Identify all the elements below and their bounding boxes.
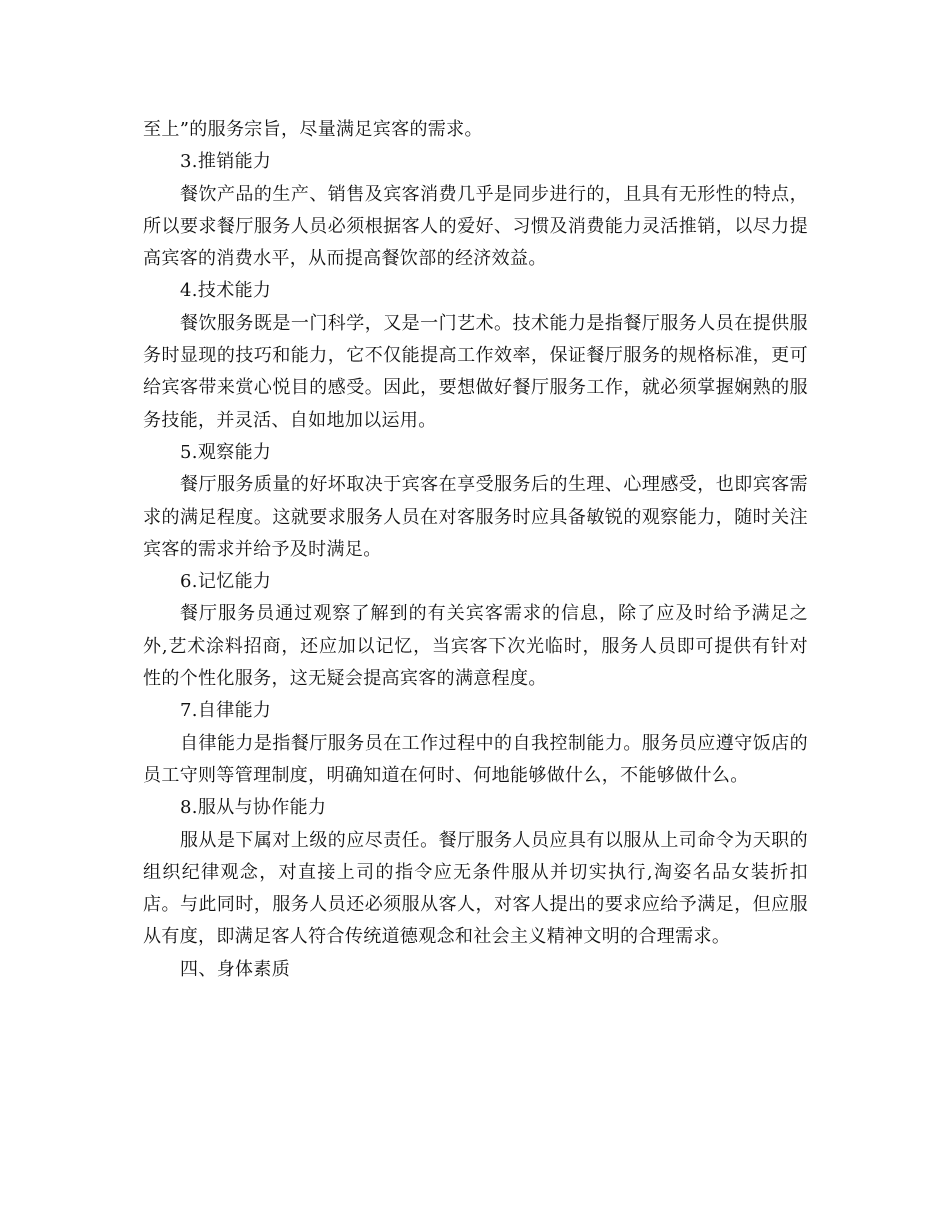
document-body bbox=[143, 114, 808, 986]
paragraph-observation-ability: 餐厅服务质量的好坏取决于宾客在享受服务后的生理、心理感受，也即宾客需求的满足程度。这就要求服务人员在对客服务时应具备敏锐的观察能力，随时关注宾客的需求并给予及时满足。 bbox=[143, 474, 808, 560]
paragraph-technical-ability: 餐饮服务既是一门科学，又是一门艺术。技术能力是指餐厅服务人员在提供服务时显现的技巧和能力，它不仅能提高工作效率，保证餐厅服务的规格标准，更可给宾客带来赏心悦目的感受。因此，要想做好餐厅服务工作，就必须掌握娴熟的服务技能，并灵活、自如地加以运用。 bbox=[143, 312, 808, 431]
paragraph-sales-ability: 餐饮产品的生产、销售及宾客消费几乎是同步进行的，且具有无形性的特点，所以要求餐厅服务人员必须根据客人的爱好、习惯及消费能力灵活推销，以尽力提高宾客的消费水平，从而提高餐饮部的经济效益。 bbox=[143, 183, 808, 270]
paragraph-obedience-cooperation: 服从是下属对上级的应尽责任。餐厅服务人员应具有以服从上司命令为天职的组织纪律观念，对直接上司的指令应无条件服从并切实执行,淘姿名品女装折扣店。与此同时，服务人员还必须服从客人，对客人提出的要求应给予满足，但应服从有度，即满足客人符合传统道德观念和社会主义精神文明的合理需求。 bbox=[143, 829, 808, 948]
heading-technical-ability: 4.技术能力 bbox=[180, 280, 272, 302]
heading-sales-ability: 3.推销能力 bbox=[180, 151, 272, 173]
paragraph-service-tenet: 至上”的服务宗旨，尽量满足宾客的需求。 bbox=[143, 119, 483, 140]
heading-memory-ability: 6.记忆能力 bbox=[180, 571, 272, 593]
paragraph-self-discipline: 自律能力是指餐厅服务员在工作过程中的自我控制能力。服务员应遵守饭店的员工守则等管理制度，明确知道在何时、何地能够做什么，不能够做什么。 bbox=[143, 732, 808, 786]
heading-self-discipline: 7.自律能力 bbox=[180, 700, 272, 722]
paragraph-memory-ability: 餐厅服务员通过观察了解到的有关宾客需求的信息，除了应及时给予满足之外,艺术涂料招商，还应加以记忆，当宾客下次光临时，服务人员即可提供有针对性的个性化服务，这无疑会提高宾客的满意程度。 bbox=[143, 603, 808, 690]
heading-obedience-cooperation: 8.服从与协作能力 bbox=[180, 797, 327, 819]
heading-observation-ability: 5.观察能力 bbox=[180, 441, 272, 463]
heading-physical-quality: 四、身体素质 bbox=[180, 958, 291, 980]
